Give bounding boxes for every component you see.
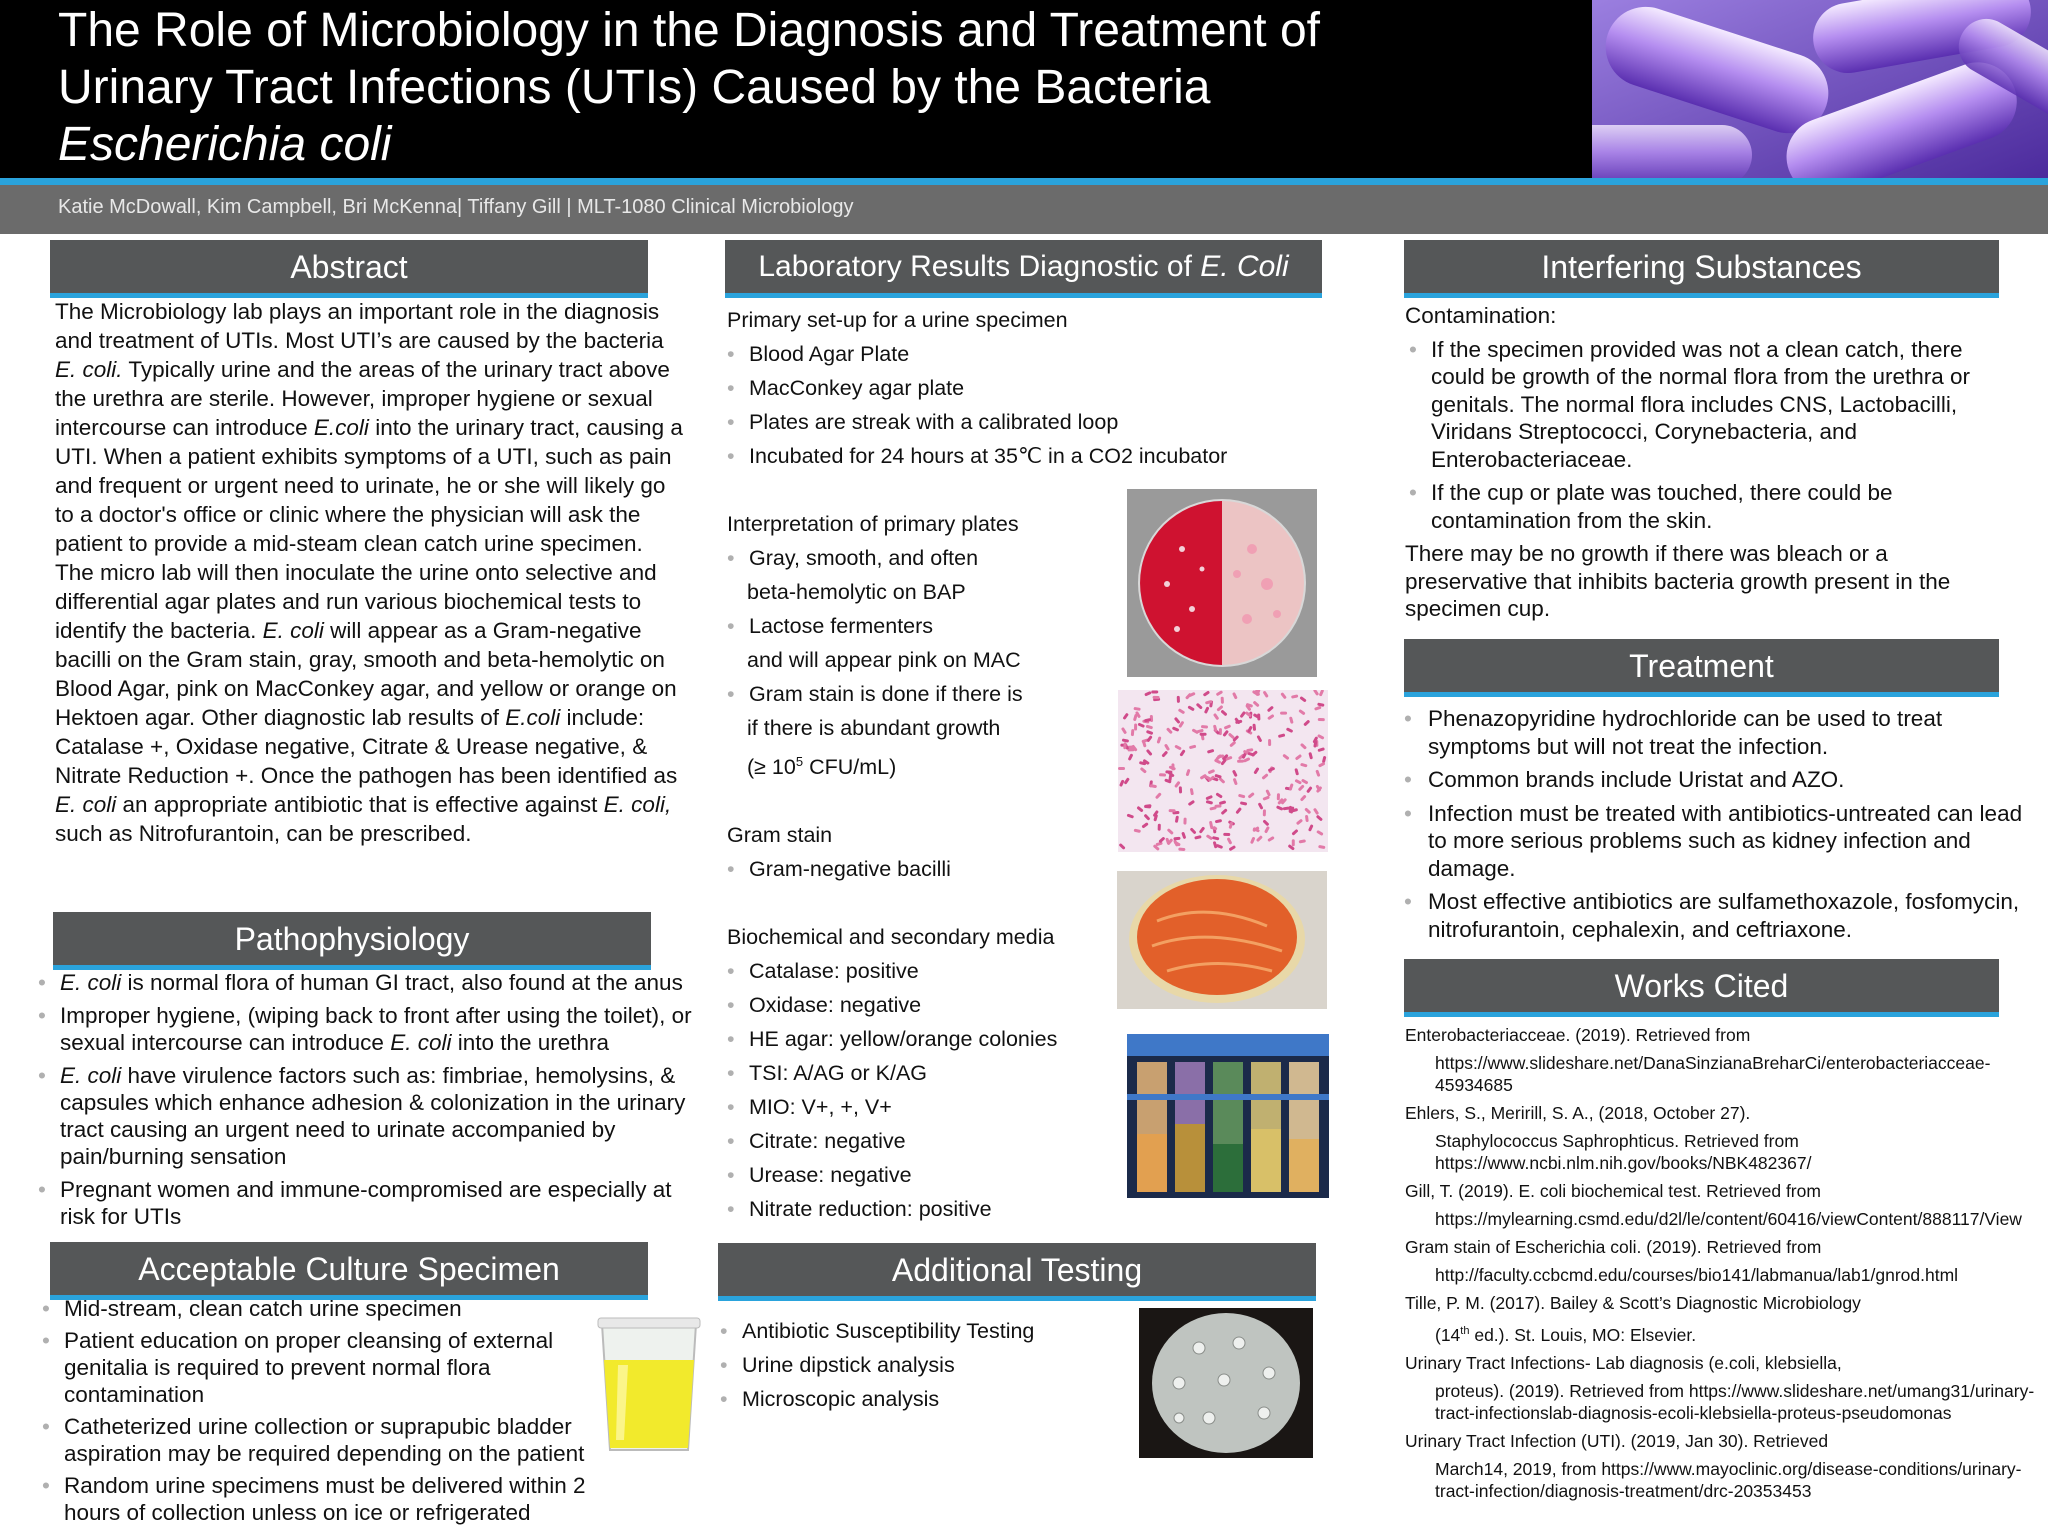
gram-title: Gram stain: [727, 823, 833, 848]
interfering-heading: Interfering Substances: [1404, 240, 1999, 298]
list-item: • Improper hygiene, (wiping back to front after using the toilet), or sexual intercourse can introduce E. coli into the urethra: [38, 1002, 700, 1056]
citation: Urinary Tract Infection (UTI). (2019, Jan 30). Retrieved: [1405, 1430, 1829, 1451]
additional-testing-heading: Additional Testing: [718, 1243, 1316, 1301]
citation: Urinary Tract Infections- Lab diagnosis (e.coli, klebsiella,: [1405, 1352, 1842, 1373]
list-item: • Urine dipstick analysis: [720, 1348, 1140, 1382]
lab-results-heading: Laboratory Results Diagnostic of E. Coli: [725, 240, 1322, 298]
citation: Gill, T. (2019). E. coli biochemical test. Retrieved from: [1405, 1181, 1821, 1201]
header-accent-rule: [0, 178, 2048, 185]
works-cited-list: [1405, 1024, 2035, 1508]
citation-detail: https://mylearning.csmd.edu/d2l/le/content/60416/viewContent/888117/View: [1435, 1209, 2022, 1229]
pathophysiology-heading: Pathophysiology: [53, 912, 651, 970]
citation: Enterobacteriacceae. (2019). Retrieved from: [1405, 1025, 1751, 1045]
poster-header: [0, 0, 2048, 180]
list-item: • Nitrate reduction: positive: [727, 1192, 1127, 1226]
title-line-3: Escherichia coli: [58, 118, 392, 171]
list-item: • Gram stain is done if there is: [727, 677, 1127, 711]
additional-testing-list: [720, 1314, 1140, 1416]
works-cited-heading: Works Cited: [1404, 959, 1999, 1017]
setup-list: [727, 337, 1327, 473]
list-item: • Urease: negative: [727, 1158, 1127, 1192]
treatment-heading: Treatment: [1404, 639, 1999, 697]
list-item: • Microscopic analysis: [720, 1382, 1140, 1416]
citation-detail: Staphylococcus Saphrophticus. Retrieved from https://www.ncbi.nlm.nih.gov/books/NBK482367/: [1435, 1131, 1812, 1173]
list-item: • TSI: A/AG or K/AG: [727, 1056, 1127, 1090]
biochemical-title: Biochemical and secondary media: [727, 925, 1055, 950]
list-item: • Plates are streak with a calibrated loop: [727, 405, 1327, 439]
pathophysiology-list: [38, 969, 700, 1230]
list-item-continuation: and will appear pink on MAC: [747, 648, 1021, 672]
list-item: • Catalase: positive: [727, 954, 1127, 988]
antibiotic-disk-plate-image: [1139, 1308, 1313, 1458]
authors-line: Katie McDowall, Kim Campbell, Bri McKenna| Tiffany Gill | MLT-1080 Clinical Microbiology: [58, 196, 854, 218]
setup-title: Primary set-up for a urine specimen: [727, 308, 1068, 332]
list-item: • If the cup or plate was touched, there could be contamination from the skin.: [1409, 479, 2015, 534]
citation-detail: proteus). (2019). Retrieved from https://www.slideshare.net/umang31/urinary-tract-infectionslab-diagnosis-ecoli-klebsiella-proteus-pseudomonas: [1435, 1380, 2035, 1423]
list-item: • Patient education on proper cleansing of external genitalia is required to prevent normal flora contamination: [42, 1327, 590, 1408]
list-item: • Mid-stream, clean catch urine specimen: [42, 1295, 590, 1322]
biochemical-tubes-image: [1127, 1034, 1329, 1198]
citation-detail: https://www.slideshare.net/DanaSinzianaBreharCi/enterobacteriacceae-45934685: [1435, 1053, 1991, 1095]
urine-cup-image: [588, 1310, 710, 1458]
citation-detail: http://faculty.ccbcmd.edu/courses/bio141/labmanua/lab1/gnrod.html: [1435, 1265, 1959, 1285]
list-item: • Most effective antibiotics are sulfamethoxazole, fosfomycin, nitrofurantoin, cephalexin, and ceftriaxone.: [1404, 888, 2036, 943]
blood-mac-agar-plate-image: [1127, 489, 1317, 677]
list-item: • If the specimen provided was not a clean catch, there could be growth of the normal flora from the urethra or genitals. The normal flora includes CNS, Lactobacilli, Viridans Streptococci, Corynebacteria, and Enterobacteriaceae.: [1409, 336, 2015, 474]
interpretation-title: Interpretation of primary plates: [727, 512, 1019, 536]
abstract-text: The Microbiology lab plays an important role in the diagnosis and treatment of UTIs. Most UTI’s are caused by the bacteria E. coli. Typically urine and the areas of the urinary tract above the urethra are sterile. However, improper hygiene or sexual intercourse can introduce E.coli into the urinary tract, causing a UTI. When a patient exhibits symptoms of a UTI, such as pain and frequent or urgent need to urinate, he or she will likely go to a doctor's office or clinic where the physician will ask the patient to provide a mid-steam clean catch urine specimen. The micro lab will then inoculate the urine onto selective and differential agar plates and run various biochemical tests to identify the bacteria. E. coli will appear as a Gram-negative bacilli on the Gram stain, gray, smooth and beta-hemolytic on Blood Agar, pink on MacConkey agar, and yellow or orange on Hektoen agar. Other diagnostic lab results of E.coli include: Catalase +, Oxidase negative, Citrate & Urease negative, & Nitrate Reduction +. Once the pathogen has been identified as E. coli an appropriate antibiotic that is effective against E. coli, such as Nitrofurantoin, can be prescribed.: [55, 299, 683, 846]
list-item: • Antibiotic Susceptibility Testing: [720, 1314, 1140, 1348]
list-item: • Infection must be treated with antibiotics-untreated can lead to more serious problems such as kidney infection and damage.: [1404, 800, 2036, 883]
gram-stain-microscopy-image: [1118, 690, 1328, 852]
interfering-paragraph: There may be no growth if there was bleach or a preservative that inhibits bacteria growth present in the specimen cup.: [1405, 541, 1951, 621]
treatment-list: [1404, 705, 2036, 943]
list-item: • Gram-negative bacilli: [727, 852, 1127, 886]
citation-detail: March14, 2019, from https://www.mayoclinic.org/disease-conditions/urinary-tract-infection/diagnosis-treatment/drc-20353453: [1435, 1458, 2022, 1501]
list-item-continuation: (≥ $10^5$ CFU/mL): [747, 754, 897, 780]
list-item: • MacConkey agar plate: [727, 371, 1327, 405]
citation-detail: (14th ed.). St. Louis, MO: Elsevier.: [1435, 1324, 1697, 1345]
interpretation-list: [727, 541, 1127, 784]
culture-list: [42, 1295, 590, 1526]
list-item: • HE agar: yellow/orange colonies: [727, 1022, 1127, 1056]
gram-list: [727, 852, 1127, 886]
list-item: • Incubated for 24 hours at 35℃ in a CO2 incubator: [727, 439, 1327, 473]
list-item: • Random urine specimens must be delivered within 2 hours of collection unless on ice or refrigerated: [42, 1472, 590, 1526]
title-line-2: Urinary Tract Infections (UTIs) Caused by the Bacteria: [58, 61, 1211, 114]
citation: Gram stain of Escherichia coli. (2019). Retrieved from: [1405, 1237, 1822, 1257]
list-item: • Common brands include Uristat and AZO.: [1404, 766, 2036, 794]
lab-results-text: [727, 303, 1228, 1226]
list-item: • E. coli have virulence factors such as: fimbriae, hemolysins, & capsules which enhance adhesion & colonization in the urinary tract causing an urgent need to urinate accompanied by pain/burning sensation: [38, 1062, 700, 1170]
list-item: • Catheterized urine collection or suprapubic bladder aspiration may be required depending on the patient: [42, 1413, 590, 1467]
poster-title: [58, 2, 1598, 173]
list-item: • Gray, smooth, and often: [727, 541, 1127, 575]
contamination-label: Contamination:: [1405, 303, 1557, 328]
list-item: • Phenazopyridine hydrochloride can be used to treat symptoms but will not treat the infection.: [1404, 705, 2036, 760]
bacteria-hero-image: [1592, 0, 2048, 180]
hektoen-agar-plate-image: [1117, 871, 1327, 1009]
author-band: [0, 185, 2048, 234]
citation: Ehlers, S., Meririll, S. A., (2018, October 27).: [1405, 1103, 1751, 1123]
list-item: • Pregnant women and immune-compromised are especially at risk for UTIs: [38, 1176, 700, 1230]
list-item-continuation: beta-hemolytic on BAP: [747, 580, 966, 604]
citation: Tille, P. M. (2017). Bailey & Scott’s Diagnostic Microbiology: [1405, 1293, 1861, 1313]
list-item: • Oxidase: negative: [727, 988, 1127, 1022]
interfering-text: [1405, 302, 2015, 623]
list-item-continuation: if there is abundant growth: [747, 716, 1001, 740]
list-item: • Blood Agar Plate: [727, 337, 1327, 371]
biochemical-list: [727, 954, 1127, 1226]
list-item: • E. coli is normal flora of human GI tract, also found at the anus: [38, 969, 700, 996]
list-item: • Lactose fermenters: [727, 609, 1127, 643]
list-item: • Citrate: negative: [727, 1124, 1127, 1158]
culture-heading: Acceptable Culture Specimen: [50, 1242, 648, 1300]
list-item: • MIO: V+, +, V+: [727, 1090, 1127, 1124]
interfering-list: [1405, 336, 2015, 535]
abstract-heading: Abstract: [50, 240, 648, 298]
title-line-1: The Role of Microbiology in the Diagnosis and Treatment of: [58, 4, 1320, 57]
